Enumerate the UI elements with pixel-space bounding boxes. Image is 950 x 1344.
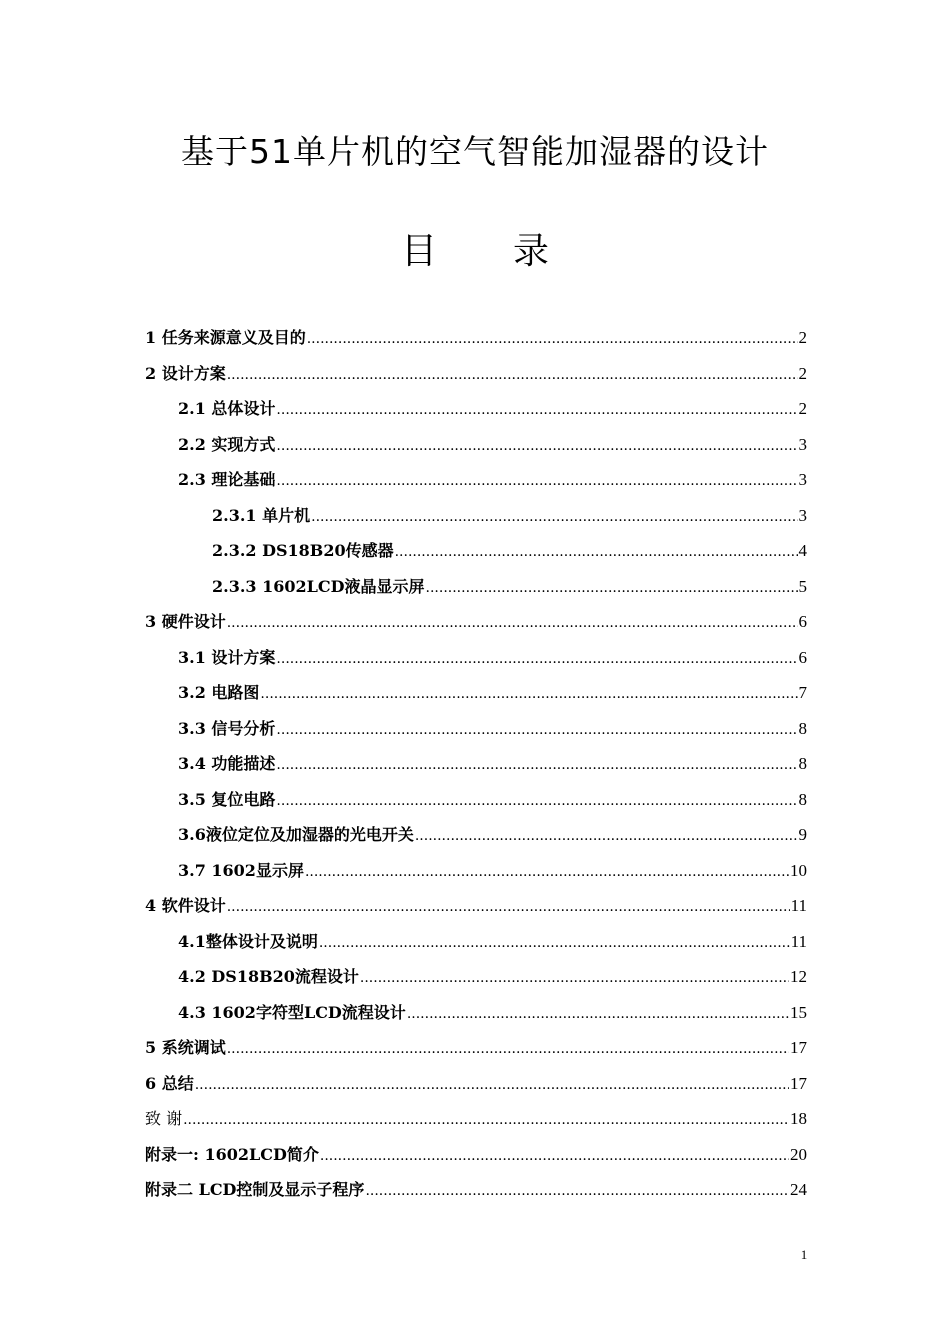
toc-entry-label: 4 软件设计 [145,896,226,915]
toc-entry[interactable] [145,995,807,1031]
toc-entry[interactable] [145,746,807,782]
toc-entry[interactable] [145,320,807,356]
toc-leader-dots [276,429,797,465]
toc-entry[interactable] [145,391,807,427]
toc-leader-dots [426,571,798,607]
toc-entry-page: 7 [798,683,807,702]
toc-entry-page: 5 [798,576,807,596]
toc-entry-page: 8 [798,789,807,809]
toc-heading-left: 目 [400,231,437,272]
toc-entry-label: 2.3.1 单片机 [212,505,311,525]
toc-entry-page: 12 [790,967,807,986]
toc-entry-page: 8 [798,754,807,773]
toc-entry[interactable] [145,853,807,889]
toc-leader-dots [319,926,790,962]
toc-entry-label: 2.1 总体设计 [178,399,276,418]
toc-leader-dots [276,464,797,500]
toc-entry[interactable] [145,1030,807,1066]
toc-entry-label: 6 总结 [145,1073,194,1093]
toc-entry-page: 11 [790,896,807,915]
toc-entry-label: 2.3 理论基础 [178,470,276,489]
toc-entry[interactable] [145,427,807,463]
toc-entry[interactable] [145,782,807,818]
toc-leader-dots [307,322,798,358]
toc-leader-dots [311,500,797,536]
toc-entry[interactable] [145,924,807,960]
toc-entry-label: 4.3 1602字符型LCD流程设计 [178,1002,406,1022]
toc-entry[interactable] [145,498,807,534]
toc-heading [0,228,950,276]
toc-entry-page: 3 [798,505,807,525]
toc-entry[interactable] [145,711,807,747]
toc-entry-page: 15 [790,1002,807,1022]
toc-entry[interactable] [145,640,807,676]
toc-entry[interactable] [145,959,807,995]
toc-entry[interactable] [145,604,807,640]
table-of-contents [145,320,807,1208]
toc-entry[interactable] [145,888,807,924]
toc-entry-label: 3.5 复位电路 [178,789,276,809]
toc-entry[interactable] [145,1137,807,1173]
toc-leader-dots [395,535,798,571]
page-number: 1 [800,1247,808,1262]
toc-entry-page: 17 [790,1073,807,1093]
toc-entry-label: 2.2 实现方式 [178,434,276,454]
toc-entry[interactable] [145,1066,807,1102]
toc-entry-label: 1 任务来源意义及目的 [145,328,306,347]
toc-entry-page: 24 [790,1180,807,1199]
toc-leader-dots [305,855,789,891]
toc-entry-page: 8 [798,718,807,738]
toc-leader-dots [320,1139,789,1175]
toc-leader-dots [276,713,797,749]
toc-leader-dots [276,642,797,678]
toc-leader-dots [227,890,790,926]
toc-entry-label: 4.1整体设计及说明 [178,931,318,951]
toc-leader-dots [227,1032,789,1068]
toc-entry-page: 18 [790,1109,807,1128]
toc-entry-label: 3.4 功能描述 [178,754,276,773]
toc-entry-label: 3.7 1602显示屏 [178,860,304,880]
toc-entry-label: 3.6液位定位及加湿器的光电开关 [178,825,414,844]
toc-entry-page: 6 [798,612,807,631]
toc-entry-page: 2 [798,399,807,418]
toc-entry-page: 3 [798,470,807,489]
toc-leader-dots [227,358,798,394]
toc-entry[interactable] [145,569,807,605]
toc-entry-label: 3 硬件设计 [145,612,226,631]
document-title: 基于51单片机的空气智能加湿器的设计 [181,132,769,171]
toc-entry-label: 附录一: 1602LCD简介 [145,1144,319,1164]
toc-entry[interactable] [145,462,807,498]
toc-entry-label: 5 系统调试 [145,1038,226,1057]
toc-entry-page: 4 [798,541,807,560]
toc-entry[interactable] [145,675,807,711]
toc-entry-page: 2 [798,328,807,347]
toc-leader-dots [276,393,797,429]
toc-leader-dots [407,997,789,1033]
toc-entry[interactable] [145,817,807,853]
toc-entry[interactable] [145,533,807,569]
toc-entry-page: 10 [790,860,807,880]
toc-leader-dots [365,1174,789,1210]
toc-entry-label: 2 设计方案 [145,363,226,383]
toc-leader-dots [183,1103,789,1139]
toc-heading-right: 录 [513,231,550,272]
toc-leader-dots [415,819,798,855]
toc-leader-dots [227,606,798,642]
toc-entry[interactable] [145,1101,807,1137]
toc-entry-page: 3 [798,434,807,454]
toc-leader-dots [360,961,789,997]
toc-entry[interactable] [145,356,807,392]
toc-entry-label: 4.2 DS18B20流程设计 [178,967,359,986]
toc-entry-page: 2 [798,363,807,383]
toc-entry-label: 2.3.3 1602LCD液晶显示屏 [212,576,425,596]
toc-entry-label: 3.1 设计方案 [178,647,276,667]
toc-leader-dots [276,748,797,784]
toc-entry-page: 9 [798,825,807,844]
toc-leader-dots [260,677,797,713]
toc-entry-label: 致 谢 [145,1109,183,1128]
toc-entry-page: 17 [790,1038,807,1057]
toc-leader-dots [276,784,797,820]
toc-entry-label: 附录二 LCD控制及显示子程序 [145,1180,365,1199]
toc-entry-label: 3.3 信号分析 [178,718,276,738]
toc-entry-label: 3.2 电路图 [178,683,260,702]
toc-entry-page: 6 [798,647,807,667]
toc-leader-dots [195,1068,789,1104]
toc-entry[interactable] [145,1172,807,1208]
toc-entry-page: 11 [790,931,807,951]
toc-entry-page: 20 [790,1144,807,1164]
toc-entry-label: 2.3.2 DS18B20传感器 [212,541,394,560]
